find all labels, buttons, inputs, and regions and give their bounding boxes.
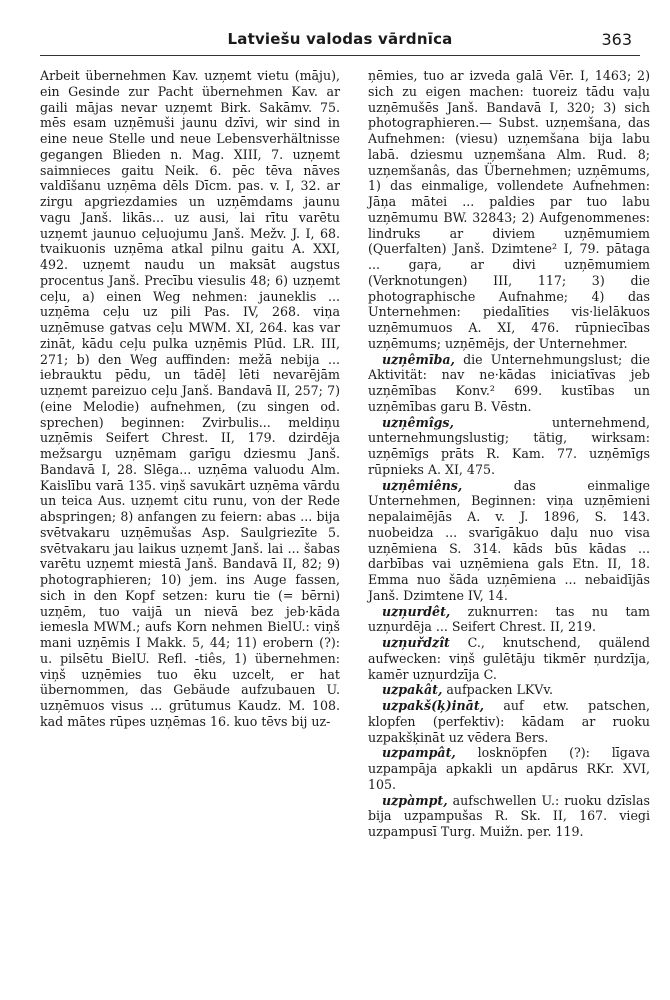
page-header xyxy=(40,30,640,54)
header-rule xyxy=(40,55,640,56)
entry-text: aufpacken LKVv. xyxy=(442,682,553,698)
running-title: Latviešu valodas vārdnīca xyxy=(227,30,453,48)
entry-headword: uzņêmîgs, xyxy=(382,414,454,430)
entry-headword: uzņurdêt, xyxy=(382,603,451,619)
left-column xyxy=(40,68,340,730)
dictionary-entry xyxy=(368,415,650,478)
entry-headword: uzņêmība, xyxy=(382,351,455,367)
dictionary-entry xyxy=(368,478,650,604)
entry-text: unternehmend, unternehmungslustig; tätig, wirksam: uzņēmīgs prāts R. Kam. 77. uzņēmīgs rūpnieks A. XI, 475. xyxy=(368,414,650,477)
dictionary-entry xyxy=(368,682,650,698)
dictionary-entry xyxy=(368,68,650,352)
entry-text: ņēmies, tuo ar izveda galā Vēr. I, 1463; 2) sich zu eigen machen: tuoreiz tādu vaļu uzņēmušēs Janš. Bandavā I, 320; 3) sich photographieren.— Subst. uzņemšana, das Aufnehmen: (viesu) uzņemšana bija labu labā. dziesmu uzņemšana Alm. Rud. 8; uzņemšanâs, das Übernehmen; uzņēmums, 1) das einmalige, vollendete Aufnehmen: Jāņa mātei ... paldies par tuo labu uzņēmumu BW. 32843; 2) Aufgenommenes: lindruks ar diviem uzņēmumiem (Querfalten) Janš. Dzimtene² I, 79. pātaga ... gaŗa, ar divi uzņēmumiem (Verknotungen) III, 117; 3) die photographische Aufnahme; 4) das Unternehmen: piedalīties vis·lielākuos uzņēmumuos A. XI, 476. rūpniecības uzņēmums; uzņēmējs, der Unternehmer. xyxy=(368,68,650,351)
page-number: 363 xyxy=(601,30,632,49)
right-column xyxy=(368,68,650,840)
entry-headword: uzņêmiêns, xyxy=(382,477,463,493)
dictionary-entry xyxy=(368,352,650,415)
entry-text: das einmalige Unternehmen, Beginnen: viņa uzņēmieni nepalaimējās A. v. J. 1896, S. 143. nuobeidza ... svarīgākuo daļu nuo visa uzņēmiena S. 314. kāds būs kādas ... darbības vai uzņēmiena gals Etn. II, 18. Emma nuo šāda uzņēmiena ... nebaidījās Janš. Dzimtene IV, 14. xyxy=(368,477,650,603)
entry-text: aufschwellen U.: ruoku dzīslas bija uzpampušas R. Sk. II, 167. viegi uzpampusī Turg. Muižn. per. 119. xyxy=(368,792,650,839)
entry-text: zuknurren: tas nu tam uzņurdēja ... Seifert Chrest. II, 219. xyxy=(368,603,650,635)
dictionary-entry xyxy=(368,793,650,840)
dictionary-entry xyxy=(368,635,650,682)
entry-text: auf etw. patschen, klopfen (perfektiv): kādam ar ruoku uzpakšķināt uz vēdera Bers. xyxy=(368,698,650,745)
entry-headword: uzpakât, xyxy=(382,682,443,698)
entry-headword: uzņuřdzît xyxy=(382,635,450,650)
dictionary-entry xyxy=(368,698,650,745)
dictionary-entry xyxy=(368,745,650,792)
entry-text: losknöpfen (?): līgava uzpampāja apkakli un apdārus RKr. XVI, 105. xyxy=(368,745,650,792)
entry-text: C., knutschend, quälend aufwecken: viņš gulētāju tikmēr ņurdzīja, kamēr uzņurdzīja C. xyxy=(368,635,650,682)
continued-entry-text: Arbeit übernehmen Kav. uzņemt vietu (māju), ein Gesinde zur Pacht übernehmen Kav. ar gaili mājas nevar uzņemt Birk. Sakāmv. 75. mēs esam uzņēmuši jaunu dzīvi, wir sind in eine neue Stelle und neue Lebensverhältnisse gegangen Blieden n. Mag. XIII, 7. uzņemt saimnieces gaitu Neik. 6. pēc tēva nāves valdīšanu uzņēma dēls Dīcm. pas. v. I, 32. ar zirgu apgriezdamies un uzņēmdams jaunu vagu Janš. likās... uz ausi, lai rītu varētu uzņemt jaunuo ceļuojumu Janš. Mežv. J. I, 68. tvaikuonis uzņēma atkal pilnu gaitu A. XXI, 492. uzņemt naudu un maksāt augstus procentus Janš. Precību viesulis 48; 6) uzņemt ceļu, a) einen Weg nehmen: jauneklis ... uzņēma ceļu uz pili Pas. IV, 268. viņa uzņēmuse gatvas ceļu MWM. XI, 264. kas var zināt, kādu ceļu pulka uzņēmis Plūd. LR. III, 271; b) den Weg auffinden: mežā nebija ... iebrauktu pēdu, un tādēļ lēti nevarējām uzņemt pareizuo ceļu Janš. Bandavā II, 257; 7) (eine Melodie) aufnehmen, (zu singen od. sprechen) beginnen: Zvirbulis... meldiņu uzņēmis Seifert Chrest. II, 179. dzirdēja mežsargu uzņēmam garīgu dziesmu Janš. Bandavā I, 28. Slēga... uzņēma valuodu Alm. Kaislību varā 135. viņš savukārt uzņēma vārdu un teica Aus. uzņemt citu runu, von der Rede abspringen; 8) anfangen zu feiern: abas ... bija svētvakaru uzņēmušas Asp. Saulgriezīte 5. svētvakaru jau laikus uzņemt Janš. lai ... šabas varētu uzņemt miestā Janš. Bandavā II, 82; 9) photographieren; 10) jem. ins Auge fassen, sich in den Kopf setzen: kuru tie (= bērni) uzņēm, tuo vaijā un nievā bez jeb·kāda iemesla MWM.; aufs Korn nehmen BielU.: viņš mani uzņēmis I Makk. 5, 44; 11) erobern (?): u. pilsētu BielU. Refl. -tiês, 1) übernehmen: viņš uzņēmies tuo ēku uzcelt, er hat übernommen, das Gebäude aufzubauen U. uzņēmuos visus ... grūtumus Kaudz. M. 108. kad mātes rūpes uzņēmas 16. kuo tēvs bij uz- xyxy=(40,68,340,729)
entry-text: die Unternehmungslust; die Aktivität: nav ne·kādas iniciatīvas jeb uzņēmības Konv.² 699. kustības un uzņēmības garu B. Vēstn. xyxy=(368,351,650,414)
entry-headword: uzpakš(ķ)ināt, xyxy=(382,698,485,713)
entry-headword: uzpampât, xyxy=(382,745,456,761)
entry-headword: uzpàmpt, xyxy=(382,792,448,808)
dictionary-entry xyxy=(368,604,650,636)
